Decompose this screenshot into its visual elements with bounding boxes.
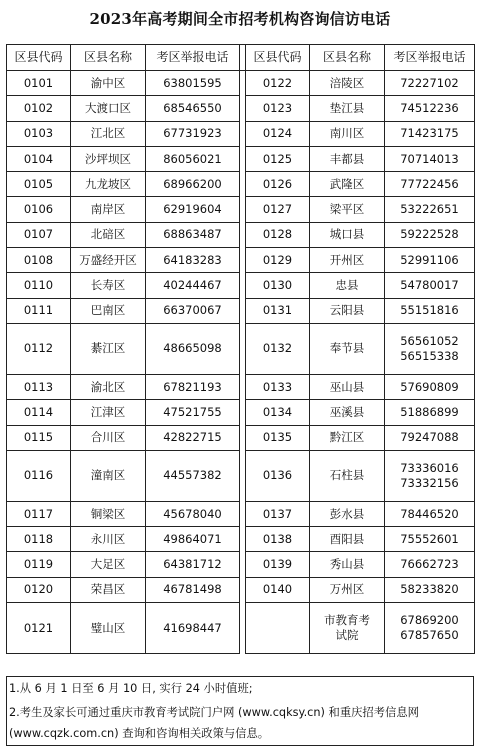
table-row bbox=[7, 197, 475, 222]
note-line: (www.cqzk.com.cn) 查询和咨询相关政策与信息。 bbox=[9, 727, 270, 740]
district-name: 巴南区 bbox=[90, 303, 126, 318]
district-code: 0103 bbox=[23, 126, 54, 141]
district-name-cell bbox=[310, 273, 385, 298]
phone-number: 73332156 bbox=[400, 475, 459, 490]
phone-cell bbox=[385, 298, 475, 323]
phone-number: 62919604 bbox=[163, 202, 222, 217]
phone-number: 49864071 bbox=[163, 531, 222, 546]
phone-number: 46781498 bbox=[163, 582, 222, 597]
phone-number: 59222528 bbox=[400, 227, 459, 242]
district-name-cell bbox=[310, 121, 385, 146]
note-line: 2.考生及家长可通过重庆市教育考试院门户网 (www.cqksy.cn) 和重庆招考信息网 bbox=[9, 706, 419, 719]
district-code-cell bbox=[246, 577, 310, 602]
district-code: 0127 bbox=[262, 202, 293, 217]
phone-cell bbox=[146, 146, 240, 171]
district-name: 江北区 bbox=[90, 126, 126, 141]
phone-number: 75552601 bbox=[400, 531, 459, 546]
phone-cell bbox=[385, 273, 475, 298]
district-name-cell bbox=[310, 298, 385, 323]
district-code: 0118 bbox=[23, 531, 54, 546]
phone-number: 51886899 bbox=[400, 404, 459, 419]
phone-cell bbox=[385, 450, 475, 501]
district-code-cell bbox=[246, 298, 310, 323]
phone-number: 42822715 bbox=[163, 430, 222, 445]
phone-number: 63801595 bbox=[163, 75, 222, 90]
district-name: 石柱县 bbox=[329, 468, 365, 483]
district-code-cell bbox=[246, 425, 310, 450]
phone-number: 40244467 bbox=[163, 278, 222, 293]
phone-cell bbox=[146, 222, 240, 247]
district-code: 0125 bbox=[262, 151, 293, 166]
district-name: 九龙坡区 bbox=[85, 176, 131, 191]
district-name: 酉阳县 bbox=[329, 531, 365, 546]
district-code-cell bbox=[246, 197, 310, 222]
district-name-cell bbox=[71, 121, 146, 146]
phone-number: 55151816 bbox=[400, 303, 459, 318]
district-code: 0105 bbox=[23, 176, 54, 191]
district-code: 0133 bbox=[262, 379, 293, 394]
district-code-cell bbox=[246, 146, 310, 171]
table-row bbox=[7, 450, 475, 501]
district-code: 0139 bbox=[262, 557, 293, 572]
district-name-cell bbox=[310, 248, 385, 273]
district-name: 渝中区 bbox=[90, 75, 126, 90]
district-name-cell bbox=[71, 323, 146, 374]
district-code-cell bbox=[246, 71, 310, 96]
district-name: 铜梁区 bbox=[90, 506, 126, 521]
district-code-cell bbox=[246, 552, 310, 577]
district-name-cell bbox=[71, 527, 146, 552]
table-row bbox=[7, 323, 475, 374]
phone-cell bbox=[146, 450, 240, 501]
district-name: 秀山县 bbox=[329, 557, 365, 572]
phone-cell bbox=[385, 323, 475, 374]
header-phone: 考区举报电话 bbox=[146, 45, 240, 71]
district-name: 沙坪坝区 bbox=[85, 151, 131, 166]
phone-number: 67821193 bbox=[163, 379, 222, 394]
phone-cell bbox=[385, 425, 475, 450]
table-row bbox=[7, 374, 475, 399]
district-code-cell bbox=[246, 400, 310, 425]
table-row bbox=[7, 298, 475, 323]
district-code-cell bbox=[246, 248, 310, 273]
phone-cell bbox=[385, 603, 475, 654]
header-phone: 考区举报电话 bbox=[385, 45, 475, 71]
phone-table bbox=[6, 44, 475, 654]
district-code: 0124 bbox=[262, 126, 293, 141]
district-name-cell bbox=[310, 603, 385, 654]
district-name: 潼南区 bbox=[90, 468, 126, 483]
district-name-cell bbox=[310, 146, 385, 171]
district-name-cell bbox=[310, 400, 385, 425]
phone-number: 67857650 bbox=[400, 628, 459, 643]
district-name-cell bbox=[71, 450, 146, 501]
table-row bbox=[7, 425, 475, 450]
district-code-cell bbox=[7, 323, 71, 374]
phone-cell bbox=[385, 248, 475, 273]
district-code-cell bbox=[246, 273, 310, 298]
phone-cell bbox=[146, 71, 240, 96]
phone-cell bbox=[146, 273, 240, 298]
phone-cell bbox=[146, 121, 240, 146]
district-code-cell bbox=[246, 450, 310, 501]
phone-cell bbox=[385, 197, 475, 222]
district-code: 0134 bbox=[262, 404, 293, 419]
phone-number: 64183283 bbox=[163, 252, 222, 267]
district-code-cell bbox=[7, 273, 71, 298]
district-name-cell bbox=[71, 425, 146, 450]
phone-cell bbox=[146, 400, 240, 425]
district-code: 0117 bbox=[23, 506, 54, 521]
table-row bbox=[7, 146, 475, 171]
district-code: 0111 bbox=[23, 303, 54, 318]
phone-cell bbox=[146, 603, 240, 654]
district-code: 0140 bbox=[262, 582, 293, 597]
district-code: 0121 bbox=[23, 620, 54, 635]
district-name-cell bbox=[71, 400, 146, 425]
district-name-cell bbox=[71, 298, 146, 323]
district-name: 大渡口区 bbox=[85, 100, 131, 115]
district-name: 荣昌区 bbox=[90, 582, 126, 597]
district-name: 渝北区 bbox=[90, 379, 126, 394]
district-code-cell bbox=[246, 222, 310, 247]
table-row bbox=[7, 71, 475, 96]
district-code: 0132 bbox=[262, 341, 293, 356]
district-code-cell bbox=[246, 501, 310, 526]
phone-number: 79247088 bbox=[400, 430, 459, 445]
district-code: 0130 bbox=[262, 278, 293, 293]
phone-cell bbox=[385, 96, 475, 121]
table-row bbox=[7, 96, 475, 121]
district-name-cell bbox=[71, 273, 146, 298]
district-code-cell bbox=[7, 298, 71, 323]
district-code-cell bbox=[7, 450, 71, 501]
district-name-line: 试院 bbox=[335, 628, 359, 643]
table-row bbox=[7, 501, 475, 526]
phone-number: 74512236 bbox=[400, 100, 459, 115]
phone-number: 56515338 bbox=[400, 348, 459, 363]
table-row bbox=[7, 222, 475, 247]
district-code-cell bbox=[246, 172, 310, 197]
district-name: 江津区 bbox=[90, 404, 126, 419]
district-code: 0120 bbox=[23, 582, 54, 597]
district-code-cell bbox=[246, 96, 310, 121]
notes-box bbox=[6, 676, 474, 746]
district-code-cell bbox=[7, 197, 71, 222]
district-name: 巫溪县 bbox=[329, 404, 365, 419]
table-header-row bbox=[7, 45, 475, 71]
phone-number: 70714013 bbox=[400, 151, 459, 166]
district-code-cell bbox=[7, 71, 71, 96]
table-row bbox=[7, 273, 475, 298]
table-row bbox=[7, 172, 475, 197]
district-name: 南川区 bbox=[329, 126, 365, 141]
phone-number: 48665098 bbox=[163, 341, 222, 356]
district-code-cell bbox=[7, 400, 71, 425]
district-code: 0128 bbox=[262, 227, 293, 242]
district-code: 0122 bbox=[262, 75, 293, 90]
district-code: 0129 bbox=[262, 252, 293, 267]
district-name-cell bbox=[71, 71, 146, 96]
phone-number: 77722456 bbox=[400, 176, 459, 191]
district-name-cell bbox=[310, 197, 385, 222]
district-code-cell bbox=[246, 121, 310, 146]
table-row bbox=[7, 121, 475, 146]
phone-number: 53222651 bbox=[400, 202, 459, 217]
page-title: 2023年高考期间全市招考机构咨询信访电话 bbox=[89, 10, 391, 28]
district-code: 0136 bbox=[262, 468, 293, 483]
district-code: 0108 bbox=[23, 252, 54, 267]
district-code: 0104 bbox=[23, 151, 54, 166]
phone-number: 52991106 bbox=[400, 252, 459, 267]
district-name-cell bbox=[310, 425, 385, 450]
district-code: 0123 bbox=[262, 100, 293, 115]
table-row bbox=[7, 248, 475, 273]
phone-number: 68966200 bbox=[163, 176, 222, 191]
phone-cell bbox=[146, 374, 240, 399]
phone-number: 71423175 bbox=[400, 126, 459, 141]
district-code: 0138 bbox=[262, 531, 293, 546]
district-code-cell bbox=[7, 374, 71, 399]
district-name: 永川区 bbox=[90, 531, 126, 546]
district-name-line: 市教育考 bbox=[324, 613, 370, 628]
phone-number: 64381712 bbox=[163, 557, 222, 572]
district-code-cell bbox=[7, 425, 71, 450]
district-code: 0114 bbox=[23, 404, 54, 419]
district-name-cell bbox=[310, 501, 385, 526]
district-name: 梁平区 bbox=[329, 202, 365, 217]
district-name-cell bbox=[310, 577, 385, 602]
phone-cell bbox=[146, 298, 240, 323]
district-code-cell bbox=[7, 121, 71, 146]
district-name: 垫江县 bbox=[329, 100, 365, 115]
district-name: 大足区 bbox=[90, 557, 126, 572]
phone-cell bbox=[385, 374, 475, 399]
district-name-cell bbox=[71, 603, 146, 654]
table-row bbox=[7, 527, 475, 552]
header-code: 区县代码 bbox=[7, 45, 71, 71]
district-code: 0106 bbox=[23, 202, 54, 217]
phone-cell bbox=[146, 172, 240, 197]
district-name: 涪陵区 bbox=[329, 75, 365, 90]
district-name: 城口县 bbox=[329, 227, 365, 242]
phone-cell bbox=[385, 577, 475, 602]
header-code: 区县代码 bbox=[246, 45, 310, 71]
phone-cell bbox=[385, 501, 475, 526]
district-code: 0107 bbox=[23, 227, 54, 242]
district-code: 0119 bbox=[23, 557, 54, 572]
phone-cell bbox=[385, 400, 475, 425]
phone-number: 44557382 bbox=[163, 468, 222, 483]
phone-cell bbox=[146, 197, 240, 222]
phone-cell bbox=[146, 248, 240, 273]
district-code-cell bbox=[7, 501, 71, 526]
district-name: 合川区 bbox=[90, 430, 126, 445]
district-name: 云阳县 bbox=[329, 303, 365, 318]
district-code: 0112 bbox=[23, 341, 54, 356]
district-name: 彭水县 bbox=[329, 506, 365, 521]
phone-cell bbox=[385, 121, 475, 146]
district-code: 0137 bbox=[262, 506, 293, 521]
district-name: 璧山区 bbox=[90, 620, 126, 635]
district-name: 万盛经开区 bbox=[79, 252, 137, 267]
header-name: 区县名称 bbox=[310, 45, 385, 71]
district-name-cell bbox=[71, 172, 146, 197]
district-name: 南岸区 bbox=[90, 202, 126, 217]
district-name-cell bbox=[310, 323, 385, 374]
phone-cell bbox=[146, 577, 240, 602]
district-name: 黔江区 bbox=[329, 430, 365, 445]
phone-number: 86056021 bbox=[163, 151, 222, 166]
table-row bbox=[7, 603, 475, 654]
district-code: 0116 bbox=[23, 468, 54, 483]
district-name-cell bbox=[310, 552, 385, 577]
phone-cell bbox=[385, 527, 475, 552]
district-name-cell bbox=[71, 197, 146, 222]
district-code: 0115 bbox=[23, 430, 54, 445]
phone-cell bbox=[385, 71, 475, 96]
district-name: 忠县 bbox=[335, 278, 359, 293]
phone-number: 57690809 bbox=[400, 379, 459, 394]
phone-number: 56561052 bbox=[400, 333, 459, 348]
phone-number: 68546550 bbox=[163, 100, 222, 115]
phone-number: 58233820 bbox=[400, 582, 459, 597]
district-name: 綦江区 bbox=[90, 341, 126, 356]
district-name-cell bbox=[71, 577, 146, 602]
table-row bbox=[7, 552, 475, 577]
district-name: 长寿区 bbox=[90, 278, 126, 293]
district-name: 万州区 bbox=[329, 582, 365, 597]
district-name-cell bbox=[310, 71, 385, 96]
phone-cell bbox=[146, 501, 240, 526]
district-code-cell bbox=[7, 146, 71, 171]
district-name-cell bbox=[310, 222, 385, 247]
phone-number: 72227102 bbox=[400, 75, 459, 90]
table-row bbox=[7, 400, 475, 425]
phone-cell bbox=[385, 172, 475, 197]
phone-cell bbox=[146, 323, 240, 374]
district-code-cell bbox=[246, 603, 310, 654]
district-name: 北碚区 bbox=[90, 227, 126, 242]
phone-number: 68863487 bbox=[163, 227, 222, 242]
district-code: 0110 bbox=[23, 278, 54, 293]
district-name-cell bbox=[71, 222, 146, 247]
district-code-cell bbox=[7, 577, 71, 602]
district-name-cell bbox=[71, 552, 146, 577]
district-code-cell bbox=[7, 222, 71, 247]
phone-cell bbox=[146, 425, 240, 450]
district-code-cell bbox=[7, 172, 71, 197]
district-code-cell bbox=[7, 603, 71, 654]
district-code: 0135 bbox=[262, 430, 293, 445]
district-name-cell bbox=[71, 374, 146, 399]
phone-cell bbox=[385, 552, 475, 577]
phone-number: 66370067 bbox=[163, 303, 222, 318]
district-code-cell bbox=[246, 527, 310, 552]
phone-cell bbox=[146, 527, 240, 552]
district-name: 开州区 bbox=[329, 252, 365, 267]
district-code-cell bbox=[7, 96, 71, 121]
phone-cell bbox=[146, 96, 240, 121]
district-name-cell bbox=[71, 96, 146, 121]
phone-cell bbox=[385, 222, 475, 247]
district-name: 巫山县 bbox=[329, 379, 365, 394]
phone-number: 78446520 bbox=[400, 506, 459, 521]
phone-number: 41698447 bbox=[163, 620, 222, 635]
phone-number: 45678040 bbox=[163, 506, 222, 521]
phone-number: 54780017 bbox=[400, 278, 459, 293]
header-name: 区县名称 bbox=[71, 45, 146, 71]
district-code: 0102 bbox=[23, 100, 54, 115]
district-code-cell bbox=[7, 527, 71, 552]
district-name-cell bbox=[310, 96, 385, 121]
district-code: 0113 bbox=[23, 379, 54, 394]
note-line: 1.从 6 月 1 日至 6 月 10 日, 实行 24 小时值班; bbox=[9, 682, 253, 695]
phone-cell bbox=[385, 146, 475, 171]
district-name-cell bbox=[71, 146, 146, 171]
table-row bbox=[7, 577, 475, 602]
district-code-cell bbox=[246, 374, 310, 399]
district-name: 丰都县 bbox=[329, 151, 365, 166]
phone-number: 67731923 bbox=[163, 126, 222, 141]
district-code: 0101 bbox=[23, 75, 54, 90]
district-code-cell bbox=[7, 248, 71, 273]
district-name-cell bbox=[310, 172, 385, 197]
phone-number: 76662723 bbox=[400, 557, 459, 572]
district-name-cell bbox=[310, 450, 385, 501]
phone-number: 47521755 bbox=[163, 404, 222, 419]
district-name-cell bbox=[71, 248, 146, 273]
district-code: 0131 bbox=[262, 303, 293, 318]
phone-number: 73336016 bbox=[400, 460, 459, 475]
district-name-cell bbox=[310, 374, 385, 399]
district-name-cell bbox=[310, 527, 385, 552]
district-name: 奉节县 bbox=[329, 341, 365, 356]
district-code-cell bbox=[7, 552, 71, 577]
district-code: 0126 bbox=[262, 176, 293, 191]
district-name-cell bbox=[71, 501, 146, 526]
district-name: 武隆区 bbox=[329, 176, 365, 191]
district-code-cell bbox=[246, 323, 310, 374]
phone-cell bbox=[146, 552, 240, 577]
phone-number: 67869200 bbox=[400, 613, 459, 628]
